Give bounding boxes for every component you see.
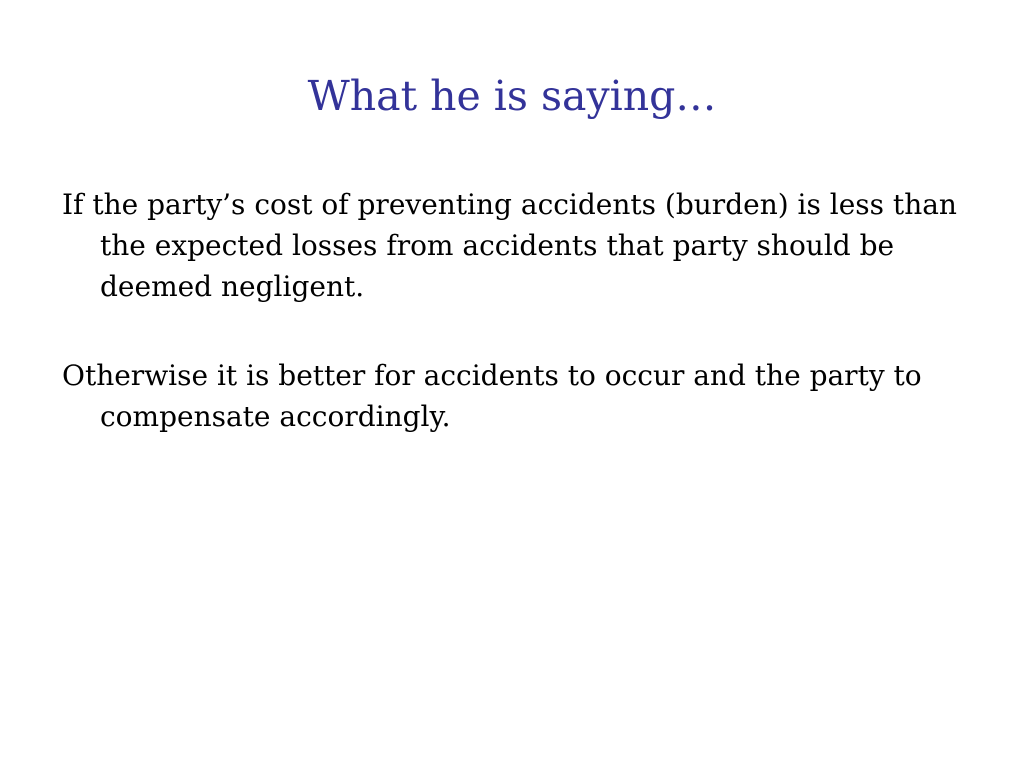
body-paragraph-2: Otherwise it is better for accidents to occur and the party to compensate accordingly.: [62, 359, 922, 433]
slide-body: [62, 184, 972, 485]
body-paragraph-1: If the party’s cost of preventing accidents (burden) is less than the expected losses from accidents that party should be deemed negligent.: [62, 188, 957, 303]
slide-title: What he is saying…: [307, 72, 717, 120]
